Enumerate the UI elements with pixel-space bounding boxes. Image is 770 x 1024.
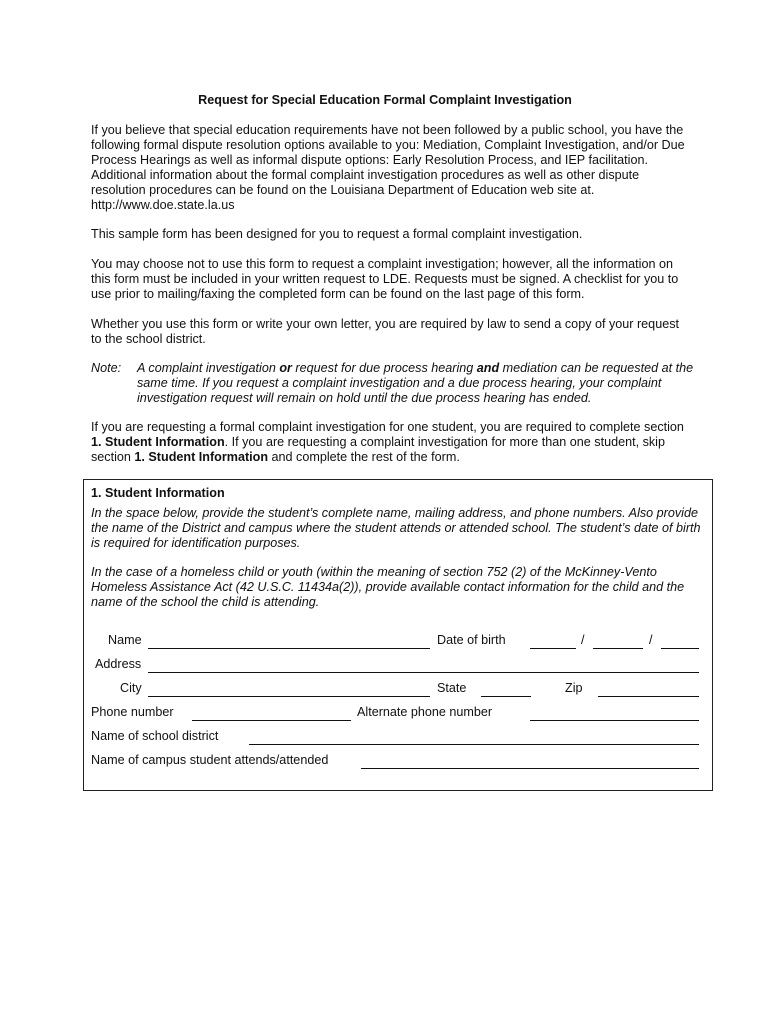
- section1-instructions: In the space below, provide the student’s complete name, mailing address, and phone numbers. Also provide the name of the District and campus where the student attends or attended school. The student’s date of birth is required for identification purposes.: [91, 506, 701, 550]
- school-district-label: Name of school district: [91, 729, 219, 743]
- note-label: Note:: [91, 361, 122, 375]
- section1-homeless-instructions: In the case of a homeless child or youth (within the meaning of section 752 (2) of the McKinney-Vento Homeless Assistance Act (42 U.S.C. 11434a(2)), provide available contact information for the child and the name of the school the child is attending.: [91, 565, 685, 609]
- para5-part-3: and complete the rest of the form.: [268, 450, 460, 464]
- city-label: City: [120, 681, 142, 695]
- dob-month-field[interactable]: [530, 648, 576, 649]
- campus-field[interactable]: [361, 768, 699, 769]
- written-request-paragraph: You may choose not to use this form to request a complaint investigation; however, all the information on this form must be included in your written request to LDE. Requests must be signed. A checklist for you to use prior to mailing/faxing the completed form can be found on the last page of this form.: [91, 257, 679, 301]
- zip-field[interactable]: [598, 696, 699, 697]
- copy-to-district-paragraph: Whether you use this form or write your own letter, you are required by law to send a copy of your request to the school district.: [91, 317, 679, 346]
- campus-label: Name of campus student attends/attended: [91, 753, 329, 767]
- city-field[interactable]: [148, 696, 430, 697]
- note-text: [137, 361, 697, 406]
- state-field[interactable]: [481, 696, 531, 697]
- dob-day-field[interactable]: [593, 648, 643, 649]
- note-part-2: request for due process hearing: [291, 361, 477, 375]
- section-instructions-paragraph: [91, 420, 691, 465]
- name-field[interactable]: [148, 648, 430, 649]
- note-bold-and: and: [476, 361, 500, 375]
- zip-label: Zip: [565, 681, 583, 695]
- intro-paragraph: If you believe that special education requirements have not been followed by a public school, you have the following formal dispute resolution options available to you: Mediation, Complaint Investigation, and/or Due Process Hearings as well as informal dispute options: Early Resolution Process, and IEP facilitation. Additional information about the formal complaint investigation procedures as well as other dispute resolution procedures can be found on the Louisiana Department of Education web site at. http://www.doe.state.la.us: [91, 123, 685, 212]
- para5-part-1: If you are requesting a formal complaint investigation for one student, you are required to complete section: [91, 420, 684, 434]
- phone-number-label: Phone number: [91, 705, 174, 719]
- note-part-3: mediation can be requested at the same time. If you request a complaint investigation and a due process hearing, your complaint investigation request will remain on hold until the due process hearing has ended.: [137, 361, 694, 405]
- document-title: Request for Special Education Formal Complaint Investigation: [198, 93, 572, 107]
- alternate-phone-field[interactable]: [530, 720, 699, 721]
- address-label: Address: [95, 657, 142, 671]
- section1-heading: 1. Student Information: [91, 486, 225, 500]
- address-field[interactable]: [148, 672, 699, 673]
- state-label: State: [437, 681, 467, 695]
- dob-separator-1: /: [581, 633, 585, 647]
- para5-part-2: . If you are requesting a complaint investigation for more than one student, skip section: [91, 435, 665, 464]
- para5-bold-2: 1. Student Information: [134, 450, 269, 464]
- para5-bold-1: 1. Student Information: [91, 435, 225, 449]
- name-label: Name: [108, 633, 142, 647]
- note-bold-or: or: [279, 361, 292, 375]
- dob-separator-2: /: [649, 633, 653, 647]
- alternate-phone-label: Alternate phone number: [357, 705, 493, 719]
- sample-form-paragraph: This sample form has been designed for you to request a formal complaint investigation.: [91, 227, 583, 241]
- date-of-birth-label: Date of birth: [437, 633, 506, 647]
- phone-number-field[interactable]: [192, 720, 351, 721]
- school-district-field[interactable]: [249, 744, 699, 745]
- dob-year-field[interactable]: [661, 648, 699, 649]
- note-part-1: A complaint investigation: [137, 361, 280, 375]
